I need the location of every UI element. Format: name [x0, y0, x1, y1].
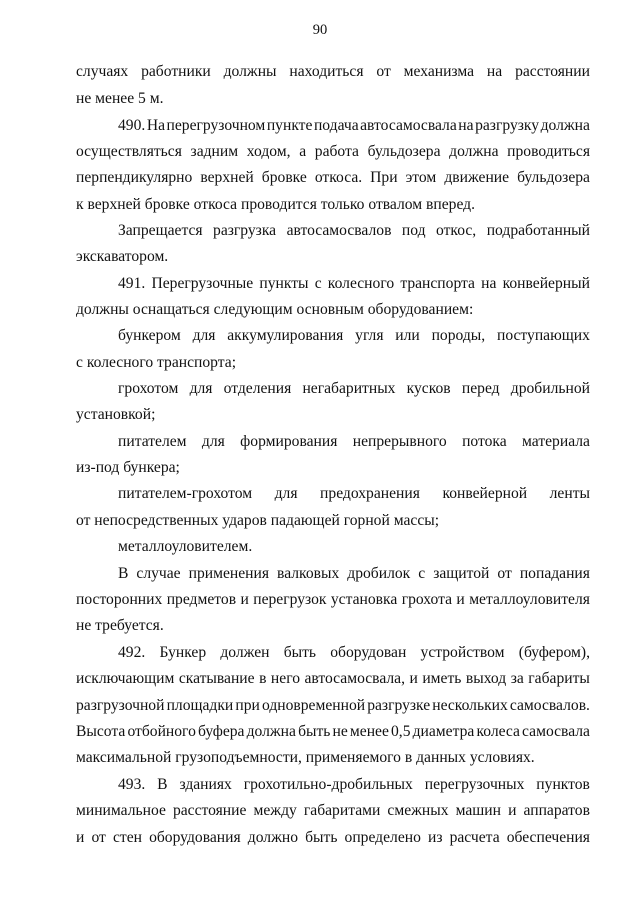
word: работа: [314, 143, 359, 160]
text-line: [118, 565, 590, 583]
word: на: [486, 63, 503, 80]
word: а: [299, 143, 307, 160]
word: выход: [465, 670, 507, 687]
word: случаях: [76, 63, 129, 80]
word: В: [118, 565, 129, 582]
word: осуществляться: [76, 143, 182, 160]
word: стен: [112, 829, 142, 846]
word: за: [510, 670, 524, 687]
word: 492.: [118, 644, 146, 661]
word: должно: [247, 829, 298, 846]
text-line: [76, 670, 590, 688]
word: непрерывного: [352, 433, 447, 450]
word: пункте: [266, 117, 313, 134]
word: бункером: [118, 327, 181, 344]
paragraph-492-first-line: [118, 644, 590, 662]
word: и: [456, 591, 465, 608]
word: иметь: [422, 670, 462, 687]
word: разгрузочной: [76, 697, 165, 714]
list-item-line: [118, 433, 590, 451]
word: должны: [223, 63, 277, 80]
word: под: [401, 222, 426, 239]
word: отделения: [223, 380, 292, 397]
text-line: [118, 222, 590, 240]
word: площадки: [166, 697, 234, 714]
word: и: [508, 802, 517, 819]
word: защитой: [433, 565, 490, 582]
text-line: [76, 723, 590, 741]
word: перегрузочных: [424, 776, 525, 793]
word: этом: [405, 169, 437, 186]
text-line: экскаватором.: [76, 248, 169, 265]
list-item-line: [118, 327, 590, 345]
word: скатывание: [178, 670, 255, 687]
word: угля: [355, 327, 384, 344]
word: перед: [461, 380, 500, 397]
word: бульдозера: [517, 169, 590, 186]
word: металлоуловителя: [469, 591, 590, 608]
word: предохранения: [320, 485, 420, 502]
word: откоса.: [314, 169, 363, 186]
word: 491.: [118, 275, 146, 292]
word: верхней: [200, 169, 254, 186]
word: и: [409, 670, 418, 687]
list-item-line: [118, 485, 590, 503]
word: исключающим: [76, 670, 175, 687]
text-line: [76, 697, 590, 715]
word: самосвалов.: [509, 697, 590, 714]
word: находиться: [289, 63, 364, 80]
word: не: [332, 723, 348, 740]
text-line: из-под бункера;: [76, 459, 180, 476]
word: перегрузочном: [166, 117, 266, 134]
word: при: [235, 697, 260, 714]
word: кусков: [406, 380, 451, 397]
word: определено: [344, 829, 421, 846]
word: конвейерной: [442, 485, 528, 502]
word: из: [427, 829, 443, 846]
word: расстояние: [172, 802, 247, 819]
page-number: 90: [312, 22, 328, 38]
word: диаметра: [412, 723, 475, 740]
text-line: установкой;: [76, 406, 156, 423]
word: подработанный: [486, 222, 590, 239]
word: ленты: [549, 485, 590, 502]
word: 493.: [118, 776, 146, 793]
word: откос,: [436, 222, 477, 239]
word: на: [458, 117, 474, 134]
word: для: [274, 485, 298, 502]
text-line: [76, 143, 590, 161]
word: материала: [522, 433, 590, 450]
word: колесного: [327, 275, 395, 292]
word: грохота: [401, 591, 453, 608]
word: для: [192, 327, 216, 344]
paragraph-491-first-line: [118, 275, 590, 293]
word: питателем-грохотом: [118, 485, 253, 502]
word: механизма: [403, 63, 475, 80]
word: (буфером),: [518, 644, 590, 661]
word: обеспечения: [506, 829, 590, 846]
word: Запрещается: [118, 222, 203, 239]
word: разгрузке: [367, 697, 431, 714]
word: 0,5: [391, 723, 411, 740]
text-line: [76, 169, 590, 187]
word: грохотом: [118, 380, 179, 397]
word: менее: [349, 723, 389, 740]
word: устройством: [420, 644, 505, 661]
word: буфера: [197, 723, 245, 740]
word: перегрузок: [253, 591, 327, 608]
word: оборудован: [330, 644, 407, 661]
word: аппаратов: [523, 802, 590, 819]
word: разгрузку: [475, 117, 540, 134]
word: оборудования: [149, 829, 241, 846]
word: автосамосвала,: [304, 670, 405, 687]
word: конвейерный: [502, 275, 590, 292]
word: попадания: [519, 565, 590, 582]
word: негабаритных: [302, 380, 396, 397]
word: применения: [188, 565, 270, 582]
word: для: [201, 433, 225, 450]
word: должна: [449, 143, 499, 160]
word: между: [253, 802, 297, 819]
text-line: [76, 802, 590, 820]
word: минимальное: [76, 802, 166, 819]
word: породы,: [431, 327, 486, 344]
word: с: [314, 275, 322, 292]
word: Перегрузочные: [151, 275, 254, 292]
word: быть: [305, 829, 338, 846]
word: бровке: [261, 169, 307, 186]
paragraph-490-first-line: [118, 117, 590, 135]
word: быть: [283, 644, 317, 661]
word: валковых: [277, 565, 340, 582]
word: на: [481, 275, 497, 292]
text-line: максимальной грузоподъемности, применяемого в данных условиях.: [76, 749, 535, 766]
word: с: [418, 565, 426, 582]
word: задним: [190, 143, 239, 160]
word: должен: [220, 644, 270, 661]
text-line: [76, 829, 590, 847]
word: должна: [540, 117, 590, 134]
word: установка: [330, 591, 398, 608]
paragraph-493-first-line: [118, 776, 590, 794]
word: Высота: [76, 723, 126, 740]
word: предметов: [166, 591, 237, 608]
word: дробилок: [347, 565, 411, 582]
word: в: [259, 670, 267, 687]
word: расчета: [449, 829, 500, 846]
word: аккумулирования: [227, 327, 344, 344]
list-item-line: [118, 380, 590, 398]
word: пункты: [259, 275, 309, 292]
word: поступающих: [496, 327, 590, 344]
word: и: [240, 591, 249, 608]
word: ходом,: [246, 143, 291, 160]
text-line: к верхней бровке откоса проводится только отвалом вперед.: [76, 196, 476, 213]
word: самосвала: [522, 723, 590, 740]
word: от: [376, 63, 391, 80]
word: транспорта: [400, 275, 475, 292]
list-item-line: металлоуловителем.: [118, 538, 253, 555]
word: разгрузка: [213, 222, 277, 239]
text-line: от непосредственных ударов падающей горной массы;: [76, 512, 440, 529]
word: При: [370, 169, 398, 186]
text-line: не менее 5 м.: [76, 90, 164, 107]
text-line: с колесного транспорта;: [76, 354, 237, 371]
word: работники: [141, 63, 211, 80]
word: перпендикулярно: [76, 169, 193, 186]
word: для: [189, 380, 213, 397]
word: расстоянии: [515, 63, 590, 80]
word: колеса: [476, 723, 520, 740]
word: 490.: [118, 117, 146, 134]
word: формирования: [240, 433, 338, 450]
text-line: не требуется.: [76, 617, 164, 634]
word: дробильной: [510, 380, 590, 397]
word: автосамосвала: [360, 117, 457, 134]
word: пунктов: [536, 776, 590, 793]
word: проводиться: [507, 143, 590, 160]
word: случае: [136, 565, 181, 582]
word: питателем: [118, 433, 187, 450]
word: В: [157, 776, 168, 793]
word: быть: [298, 723, 331, 740]
word: нескольких: [432, 697, 508, 714]
word: смежных: [387, 802, 449, 819]
text-line: [76, 63, 590, 81]
word: бульдозера: [367, 143, 441, 160]
word: грохотильно-дробильных: [243, 776, 413, 793]
word: или: [395, 327, 420, 344]
word: автосамосвалов: [286, 222, 392, 239]
word: посторонних: [76, 591, 163, 608]
text-line: должны оснащаться следующим основным оборудованием:: [76, 301, 474, 318]
word: одновременной: [261, 697, 366, 714]
word: потока: [462, 433, 507, 450]
word: На: [146, 117, 165, 134]
word: от: [91, 829, 106, 846]
word: зданиях: [179, 776, 232, 793]
word: подача: [313, 117, 359, 134]
word: движение: [444, 169, 510, 186]
word: Бункер: [159, 644, 207, 661]
text-line: [76, 591, 590, 609]
word: от: [497, 565, 512, 582]
word: машин: [455, 802, 501, 819]
word: габаритами: [303, 802, 381, 819]
word: и: [76, 829, 85, 846]
word: него: [270, 670, 300, 687]
word: габариты: [528, 670, 590, 687]
word: должна: [246, 723, 296, 740]
word: отбойного: [127, 723, 196, 740]
